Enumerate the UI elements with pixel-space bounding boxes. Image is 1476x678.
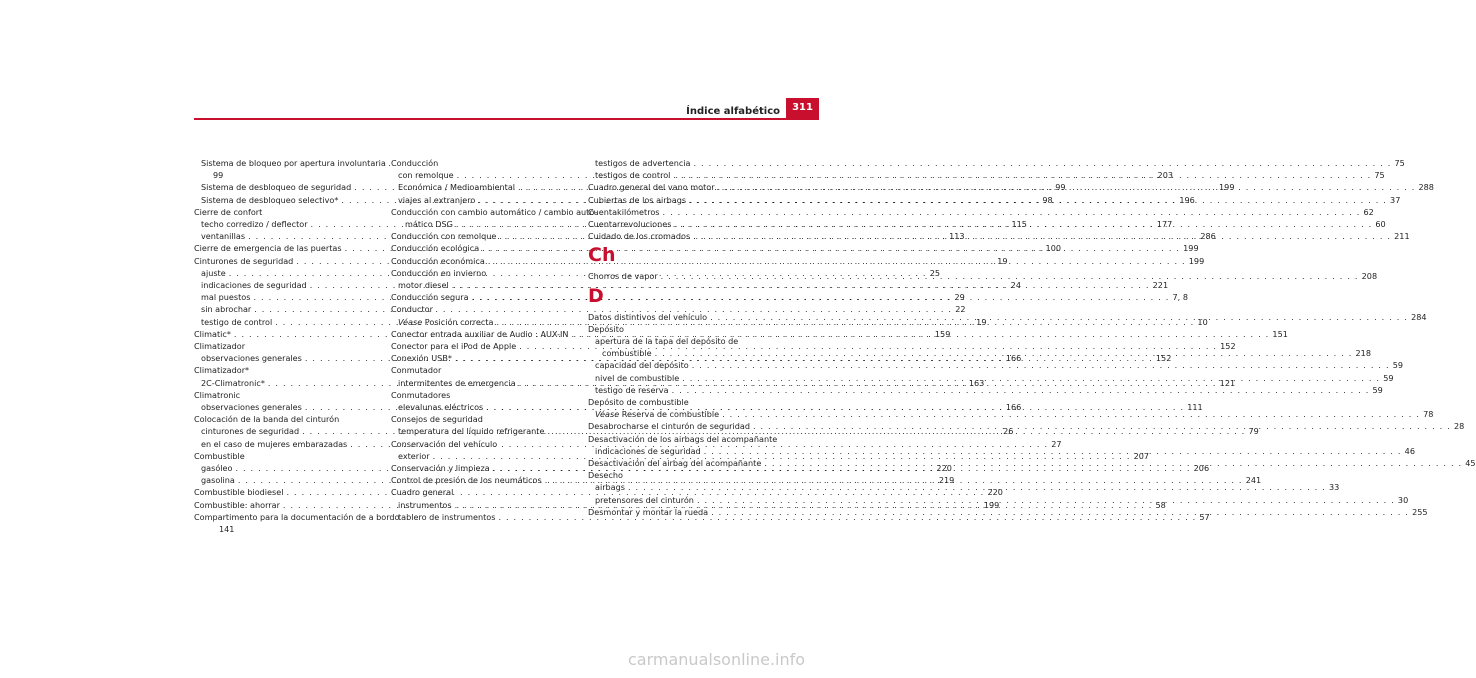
dot-leader bbox=[479, 242, 1183, 254]
entry-text: Conector entrada auxiliar de Audio : AUX-IN bbox=[391, 328, 569, 339]
entry-text: Desecho bbox=[588, 470, 623, 481]
page-reference: 37 bbox=[1390, 194, 1401, 205]
page-reference: 19 bbox=[976, 316, 987, 327]
dot-leader bbox=[701, 445, 1405, 457]
see-reference: Véase bbox=[398, 316, 423, 327]
entry-text: Cuentakilómetros bbox=[588, 206, 660, 217]
page-reference: 78 bbox=[1423, 409, 1434, 420]
index-entry bbox=[391, 157, 575, 169]
page-reference: 199 bbox=[983, 499, 1000, 510]
page-reference: 159 bbox=[934, 328, 951, 339]
page-reference: 62 bbox=[1363, 206, 1374, 217]
entry-text: Conservación del vehículo bbox=[391, 438, 498, 449]
page-reference: 177 bbox=[1156, 219, 1173, 230]
dot-leader bbox=[652, 347, 1356, 359]
page-reference: 26 bbox=[1003, 426, 1014, 437]
entry-text: Climatizador bbox=[194, 341, 246, 352]
index-entry-continuation: 141 bbox=[219, 524, 235, 535]
page-reference: 100 bbox=[1045, 243, 1061, 254]
page-reference: 152 bbox=[1220, 341, 1236, 352]
see-target: Posición correcta bbox=[424, 316, 494, 327]
index-subentry bbox=[588, 408, 1434, 420]
dot-leader bbox=[670, 169, 1374, 181]
page-reference: 207 bbox=[1133, 450, 1150, 461]
index-entry bbox=[391, 486, 575, 498]
entry-text: Chorros de vapor bbox=[588, 271, 658, 282]
entry-text: Colocación de la banda del cinturón bbox=[194, 414, 340, 425]
entry-text: Conmutadores bbox=[391, 389, 451, 400]
index-entry bbox=[588, 396, 772, 408]
dot-leader bbox=[469, 291, 1173, 303]
page-reference: 75 bbox=[1394, 158, 1405, 168]
index-entry bbox=[194, 364, 378, 376]
entry-text: Combustible bbox=[194, 450, 245, 461]
index-entry bbox=[391, 438, 575, 450]
page-reference: 288 bbox=[1418, 182, 1434, 193]
page-reference: 10 bbox=[1197, 316, 1208, 327]
page-reference: 113 bbox=[949, 231, 965, 242]
entry-text: capacidad del depósito bbox=[595, 360, 689, 371]
page-reference: 286 bbox=[1200, 231, 1216, 242]
dot-leader bbox=[707, 311, 1411, 323]
index-entry bbox=[194, 340, 378, 352]
entry-text: Desabrocharse el cinturón de seguridad bbox=[588, 421, 750, 432]
entry-text: 2C-Climatronic* bbox=[201, 377, 265, 388]
section-letter: D bbox=[588, 284, 604, 307]
dot-leader bbox=[679, 372, 1383, 384]
page-reference: 79 bbox=[1248, 426, 1259, 437]
entry-text: apertura de la tapa del depósito de bbox=[595, 336, 739, 347]
page-reference: 206 bbox=[1193, 463, 1210, 474]
dot-leader bbox=[719, 408, 1423, 420]
entry-text: Cierre de emergencia de las puertas bbox=[194, 243, 342, 254]
entry-text: pretensores del cinturón bbox=[595, 494, 694, 505]
index-subentry bbox=[588, 157, 1405, 169]
entry-text: Conducción ecológica bbox=[391, 243, 480, 254]
entry-text: gasolina bbox=[201, 475, 235, 486]
page-reference: 99 bbox=[1055, 182, 1066, 193]
page-reference: 199 bbox=[1219, 182, 1235, 193]
entry-text: airbags bbox=[595, 482, 625, 493]
entry-text: Conector para el iPod de Apple bbox=[391, 341, 517, 352]
page-reference: 199 bbox=[1188, 255, 1205, 266]
index-subentry bbox=[588, 335, 772, 347]
index-entry bbox=[588, 323, 772, 335]
page-reference: 111 bbox=[1187, 402, 1203, 413]
entry-text: cinturones de seguridad bbox=[201, 426, 300, 437]
dot-leader bbox=[689, 359, 1393, 371]
entry-text: temperatura del líquido refrigerante bbox=[398, 426, 545, 437]
watermark: carmanualsonline.info bbox=[628, 650, 806, 669]
page-reference: 59 bbox=[1383, 372, 1394, 383]
index-entry bbox=[194, 206, 378, 218]
page-reference: 60 bbox=[1375, 219, 1386, 230]
entry-text: ventanillas bbox=[201, 231, 246, 242]
entry-text: Control de presión de los neumáticos bbox=[391, 475, 542, 486]
dot-leader bbox=[658, 270, 1362, 282]
entry-text: exterior bbox=[398, 450, 430, 461]
page-reference: 24 bbox=[1010, 280, 1021, 291]
index-subentry bbox=[194, 157, 391, 169]
entry-text: Sistema de desbloqueo de seguridad bbox=[201, 182, 352, 193]
page-reference: 241 bbox=[1245, 475, 1262, 486]
entry-text: ajuste bbox=[201, 267, 226, 278]
entry-text: gasóleo bbox=[201, 463, 233, 474]
entry-text: techo corredizo / deflector bbox=[201, 219, 308, 230]
entry-text: Conducción segura bbox=[391, 292, 469, 303]
entry-text: Cuadro general bbox=[391, 487, 454, 498]
page-reference: 33 bbox=[1328, 482, 1340, 493]
entry-text: Cuadro general del vano motor bbox=[588, 182, 715, 193]
page-reference: 218 bbox=[1355, 348, 1371, 359]
entry-text: Cierre de confort bbox=[194, 206, 263, 217]
index-entry bbox=[588, 469, 772, 481]
entry-text: Cuentarrevoluciones bbox=[588, 219, 672, 230]
dot-leader bbox=[660, 206, 1364, 218]
entry-text: Climatronic bbox=[194, 389, 241, 400]
index-entry bbox=[194, 450, 378, 462]
entry-text: Depósito de combustible bbox=[588, 397, 689, 408]
page-reference: 75 bbox=[1374, 170, 1385, 181]
page-reference: 121 bbox=[1219, 377, 1236, 388]
index-entry bbox=[194, 511, 400, 523]
entry-text: Climatizador* bbox=[194, 365, 250, 376]
entry-text: sin abrochar bbox=[201, 304, 252, 315]
page-reference: 19 bbox=[997, 255, 1008, 266]
page-reference: 28 bbox=[1453, 421, 1465, 432]
index-subentry bbox=[588, 359, 1404, 371]
entry-text: mal puestos bbox=[201, 292, 251, 303]
index-entry bbox=[588, 206, 1374, 218]
entry-text: en el caso de mujeres embarazadas bbox=[201, 438, 348, 449]
index-entry bbox=[391, 364, 575, 376]
index-entry-continuation: 99 bbox=[213, 170, 224, 181]
entry-text: Conductor bbox=[391, 304, 433, 315]
entry-text: indicaciones de seguridad bbox=[595, 445, 701, 456]
page-reference: 166 bbox=[1005, 402, 1022, 413]
page-reference: 152 bbox=[1155, 353, 1172, 364]
entry-text: Datos distintivos del vehículo bbox=[588, 311, 708, 322]
page-reference: 284 bbox=[1411, 311, 1427, 322]
entry-text bbox=[595, 408, 719, 420]
entry-text: mático DSG bbox=[405, 219, 453, 230]
index-entry bbox=[391, 267, 575, 279]
entry-text: Económica / Medioambiental bbox=[398, 182, 516, 193]
entry-text: Cubiertas de los airbags bbox=[588, 194, 687, 205]
entry-text: nivel de combustible bbox=[595, 372, 680, 383]
entry-text: observaciones generales bbox=[201, 402, 302, 413]
dot-leader bbox=[750, 420, 1454, 432]
index-entry bbox=[391, 303, 575, 315]
entry-text: indicaciones de seguridad bbox=[201, 280, 307, 291]
entry-text: motor diesel bbox=[398, 280, 449, 291]
entry-text: Sistema de desbloqueo selectivo* bbox=[201, 194, 339, 205]
dot-leader bbox=[708, 506, 1412, 518]
index-entry bbox=[588, 433, 778, 445]
entry-text: Conducción en invierno bbox=[391, 267, 487, 278]
entry-text: Desactivación de los airbags del acompañante bbox=[588, 433, 778, 444]
entry-text: Desactivación del airbag del acompañante bbox=[588, 458, 762, 469]
page-reference: 199 bbox=[1183, 243, 1199, 254]
page-number-badge: 311 bbox=[786, 98, 819, 118]
entry-text: Climatic* bbox=[194, 328, 231, 339]
page-reference: 166 bbox=[1005, 353, 1022, 364]
page-reference: 203 bbox=[1157, 170, 1173, 181]
index-entry bbox=[391, 389, 575, 401]
page-reference: 29 bbox=[954, 292, 965, 303]
page-reference: 7, 8 bbox=[1172, 292, 1188, 303]
see-target: Reserva de combustible bbox=[621, 409, 720, 420]
page-reference: 27 bbox=[1051, 438, 1062, 449]
page-reference: 45 bbox=[1465, 458, 1476, 469]
entry-text: testigo de control bbox=[201, 316, 273, 327]
entry-text: Sistema de bloqueo por apertura involuntaria . bbox=[201, 158, 391, 168]
entry-text: Cuidado de los cromados bbox=[588, 231, 691, 242]
section-letter: Ch bbox=[588, 244, 616, 267]
dot-leader bbox=[715, 181, 1419, 193]
entry-text: Combustible: ahorrar bbox=[194, 499, 280, 510]
dot-leader bbox=[690, 230, 1394, 242]
entry-text: con remolque bbox=[398, 170, 454, 181]
entry-text: observaciones generales bbox=[201, 353, 302, 364]
entry-text: Conmutador bbox=[391, 365, 442, 376]
index-subentry bbox=[588, 384, 1383, 396]
dot-leader bbox=[625, 481, 1329, 493]
entry-text: testigo de reserva bbox=[595, 384, 669, 395]
header-rule bbox=[194, 118, 819, 120]
page-reference: 151 bbox=[1272, 328, 1288, 339]
page-reference: 25 bbox=[929, 267, 940, 278]
entry-text: Conexión USB* bbox=[391, 353, 452, 364]
dot-leader bbox=[686, 194, 1390, 206]
entry-text: Desmontar y montar la rueda bbox=[588, 506, 709, 517]
page-reference: 208 bbox=[1361, 271, 1378, 282]
dot-leader bbox=[761, 457, 1465, 469]
page-reference: 59 bbox=[1372, 384, 1383, 395]
entry-text: elevalunas eléctricos bbox=[398, 402, 484, 413]
entry-text: Combustible biodiesel bbox=[194, 487, 284, 498]
entry-text: Cinturones de seguridad bbox=[194, 255, 294, 266]
page-reference: 219 bbox=[938, 475, 955, 486]
page-reference: 163 bbox=[968, 377, 985, 388]
entry-text: tablero de instrumentos bbox=[398, 511, 496, 522]
entry-text: Compartimento para la documentación de a bordo bbox=[194, 511, 400, 522]
index-entry bbox=[391, 413, 575, 425]
see-reference: Véase bbox=[595, 409, 620, 420]
entry-text: Consejos de seguridad bbox=[391, 414, 483, 425]
page-reference: 58 bbox=[1155, 499, 1166, 510]
page-reference: 255 bbox=[1412, 506, 1428, 517]
entry-text: Conservación y limpieza bbox=[391, 463, 490, 474]
page-reference: 211 bbox=[1394, 231, 1410, 242]
page-reference: 98 bbox=[1042, 194, 1053, 205]
entry-text: Conducción con cambio automático / cambio auto- bbox=[391, 206, 598, 217]
entry-text: combustible bbox=[602, 348, 652, 359]
page-title: Índice alfabético bbox=[686, 106, 780, 117]
entry-text: Conducción bbox=[391, 158, 439, 168]
index-entry bbox=[194, 413, 378, 425]
entry-text: Depósito bbox=[588, 323, 624, 334]
entry-text: testigos de control bbox=[595, 170, 671, 181]
page-reference: 220 bbox=[936, 463, 952, 474]
dot-leader bbox=[691, 157, 1395, 169]
entry-text: testigos de advertencia bbox=[595, 158, 691, 168]
dot-leader bbox=[671, 218, 1375, 230]
entry-text: instrumentos bbox=[398, 499, 452, 510]
page-reference: 196 bbox=[1179, 194, 1195, 205]
index-entry bbox=[391, 206, 598, 218]
entry-text: intermitentes de emergencia bbox=[398, 377, 516, 388]
entry-text: viajes al extranjero bbox=[398, 194, 476, 205]
page-reference: 220 bbox=[987, 487, 1003, 498]
page-reference: 30 bbox=[1397, 494, 1409, 505]
index-entry bbox=[194, 389, 378, 401]
page-reference: 57 bbox=[1199, 511, 1210, 522]
page-reference: 22 bbox=[955, 304, 966, 315]
page-reference: 115 bbox=[1011, 219, 1027, 230]
entry-text: Conducción con remolque bbox=[391, 231, 497, 242]
entry-text: Conducción económica bbox=[391, 255, 485, 266]
dot-leader bbox=[694, 494, 1398, 506]
page-reference: 221 bbox=[1152, 280, 1169, 291]
dot-leader bbox=[669, 384, 1373, 396]
entry-text bbox=[398, 316, 493, 328]
page-reference: 59 bbox=[1392, 360, 1404, 371]
page-reference: 46 bbox=[1404, 445, 1415, 456]
